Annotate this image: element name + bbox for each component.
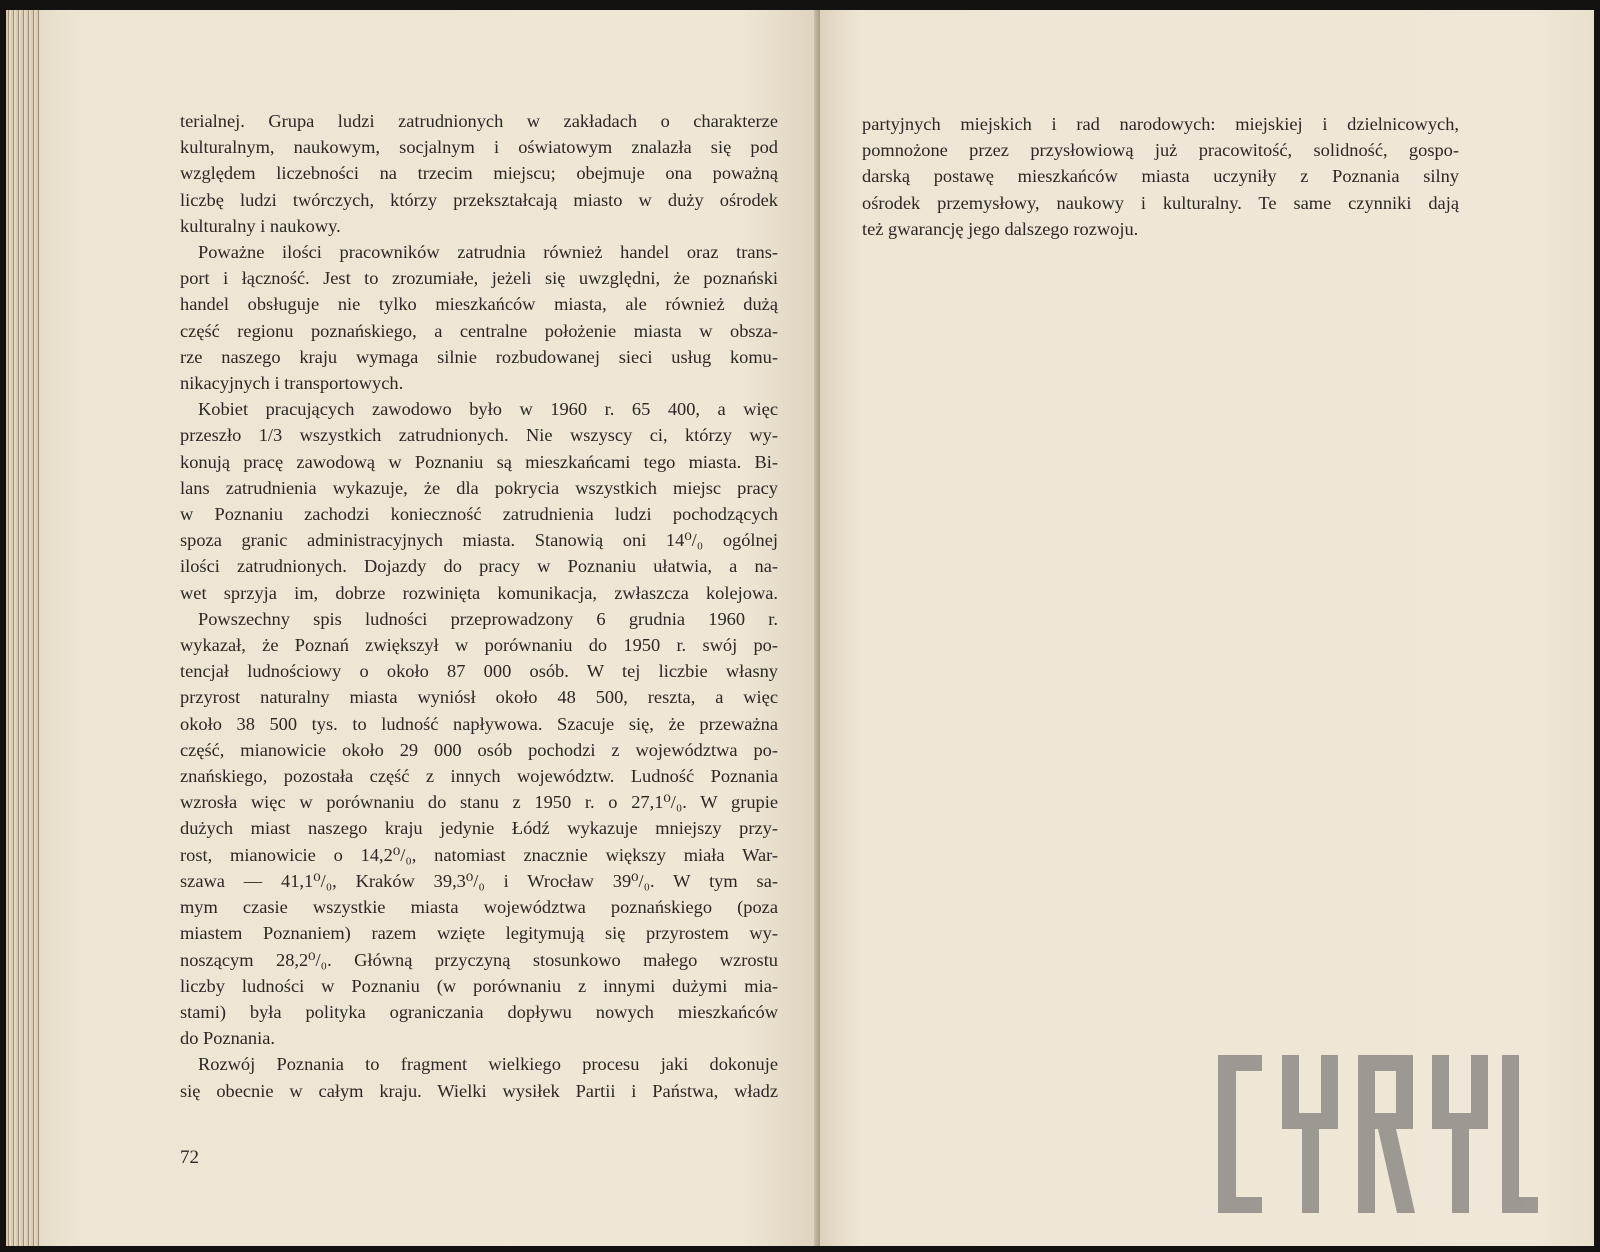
text-line: liczby ludności w Poznaniu (w porównaniu z innymi dużymi mia-: [180, 975, 778, 996]
text-line: Kobiet pracujących zawodowo było w 1960 r. 65 400, a więc: [198, 399, 778, 420]
text-line: miastem Poznaniem) razem wzięte legitymują się przyrostem wy-: [180, 923, 778, 944]
text-line: się obecnie w całym kraju. Wielki wysiłek Partii i Państwa, władz: [180, 1080, 778, 1101]
text-line: pomnożone przez przysłowiową już pracowitość, solidność, gospo-: [862, 140, 1459, 161]
text-line: tencjał ludnościowy o około 87 000 osób. W tej liczbie własny: [180, 661, 778, 682]
text-line: partyjnych miejskich i rad narodowych: miejskiej i dzielnicowych,: [862, 114, 1459, 134]
cyryl-watermark-logo: [1218, 1055, 1538, 1213]
text-line: też gwarancję jego dalszego rozwoju.: [862, 218, 1139, 239]
text-line: wzrosła więc w porównaniu do stanu z 1950 r. o 27,1⁰/₀. W grupie: [180, 792, 778, 813]
text-line: ilości zatrudnionych. Dojazdy do pracy w Poznaniu ułatwia, a na-: [180, 556, 778, 577]
text-line: rze naszego kraju wymaga silnie rozbudowanej sieci usług komu-: [180, 346, 778, 367]
text-line: terialnej. Grupa ludzi zatrudnionych w zakładach o charakterze: [180, 111, 778, 131]
text-line: noszącym 28,2⁰/₀. Główną przyczyną stosunkowo małego wzrostu: [180, 949, 778, 970]
text-line: nikacyjnych i transportowych.: [180, 373, 404, 394]
text-line: przeszło 1/3 wszystkich zatrudnionych. Nie wszyscy ci, którzy wy-: [180, 425, 778, 446]
text-line: wykazał, że Poznań zwiększył w porównaniu do 1950 r. swój po-: [180, 635, 778, 656]
page-number: 72: [180, 1147, 199, 1168]
text-line: rost, mianowicie o 14,2⁰/₀, natomiast znacznie większy miała War-: [180, 844, 778, 865]
text-line: konują pracę zawodową w Poznaniu są mieszkańcami tego miasta. Bi-: [180, 451, 778, 472]
right-page-text: [862, 111, 1459, 242]
left-page: [40, 10, 820, 1246]
text-line: część regionu poznańskiego, a centralne położenie miasta w obsza-: [180, 320, 778, 341]
text-line: spoza granic administracyjnych miasta. Stanowią oni 14⁰/₀ ogólnej: [180, 530, 778, 551]
text-line: część, mianowicie około 29 000 osób pochodzi z województwa po-: [180, 739, 778, 760]
text-line: Powszechny spis ludności przeprowadzony 6 grudnia 1960 r.: [198, 608, 778, 629]
text-line: Rozwój Poznania to fragment wielkiego procesu jaki dokonuje: [198, 1054, 778, 1075]
text-line: Poważne ilości pracowników zatrudnia również handel oraz trans-: [198, 242, 778, 263]
text-line: liczbę ludzi twórczych, którzy przekształcają miasto w duży ośrodek: [180, 189, 778, 210]
text-line: stami) była polityka ograniczania dopływu nowych mieszkańców: [180, 1001, 778, 1022]
text-line: mym czasie wszystkie miasta województwa poznańskiego (poza: [180, 897, 778, 918]
left-page-text: [180, 108, 778, 1104]
text-line: port i łączność. Jest to zrozumiałe, jeżeli się uwzględni, że poznański: [180, 268, 778, 289]
text-line: wet sprzyja im, dobrze rozwinięta komunikacja, zwłaszcza kolejowa.: [180, 582, 778, 603]
text-line: względem liczebności na trzecim miejscu; obejmuje ona poważną: [180, 163, 778, 184]
text-line: znańskiego, pozostała część z innych województw. Ludność Poznania: [180, 766, 778, 787]
text-line: dużych miast naszego kraju jedynie Łódź wykazuje mniejszy przy-: [180, 818, 778, 839]
text-line: około 38 500 tys. to ludność napływowa. Szacuje się, że przeważna: [180, 713, 778, 734]
text-line: handel obsługuje nie tylko mieszkańców miasta, ale również dużą: [180, 294, 778, 315]
text-line: lans zatrudnienia wykazuje, że dla pokrycia wszystkich miejsc pracy: [180, 477, 778, 498]
text-line: ośrodek przemysłowy, naukowy i kulturalny. Te same czynniki dają: [862, 192, 1459, 213]
text-line: kulturalny i naukowy.: [180, 215, 341, 236]
page-edges: [6, 10, 40, 1246]
text-line: przyrost naturalny miasta wyniósł około 48 500, reszta, a więc: [180, 687, 778, 708]
text-line: darską postawę mieszkańców miasta uczyniły z Poznania silny: [862, 166, 1459, 187]
text-line: do Poznania.: [180, 1028, 275, 1049]
text-line: w Poznaniu zachodzi konieczność zatrudnienia ludzi pochodzących: [180, 504, 778, 525]
text-line: kulturalnym, naukowym, socjalnym i oświatowym znalazła się pod: [180, 137, 778, 158]
text-line: szawa — 41,1⁰/₀, Kraków 39,3⁰/₀ i Wrocław 39⁰/₀. W tym sa-: [180, 870, 778, 891]
